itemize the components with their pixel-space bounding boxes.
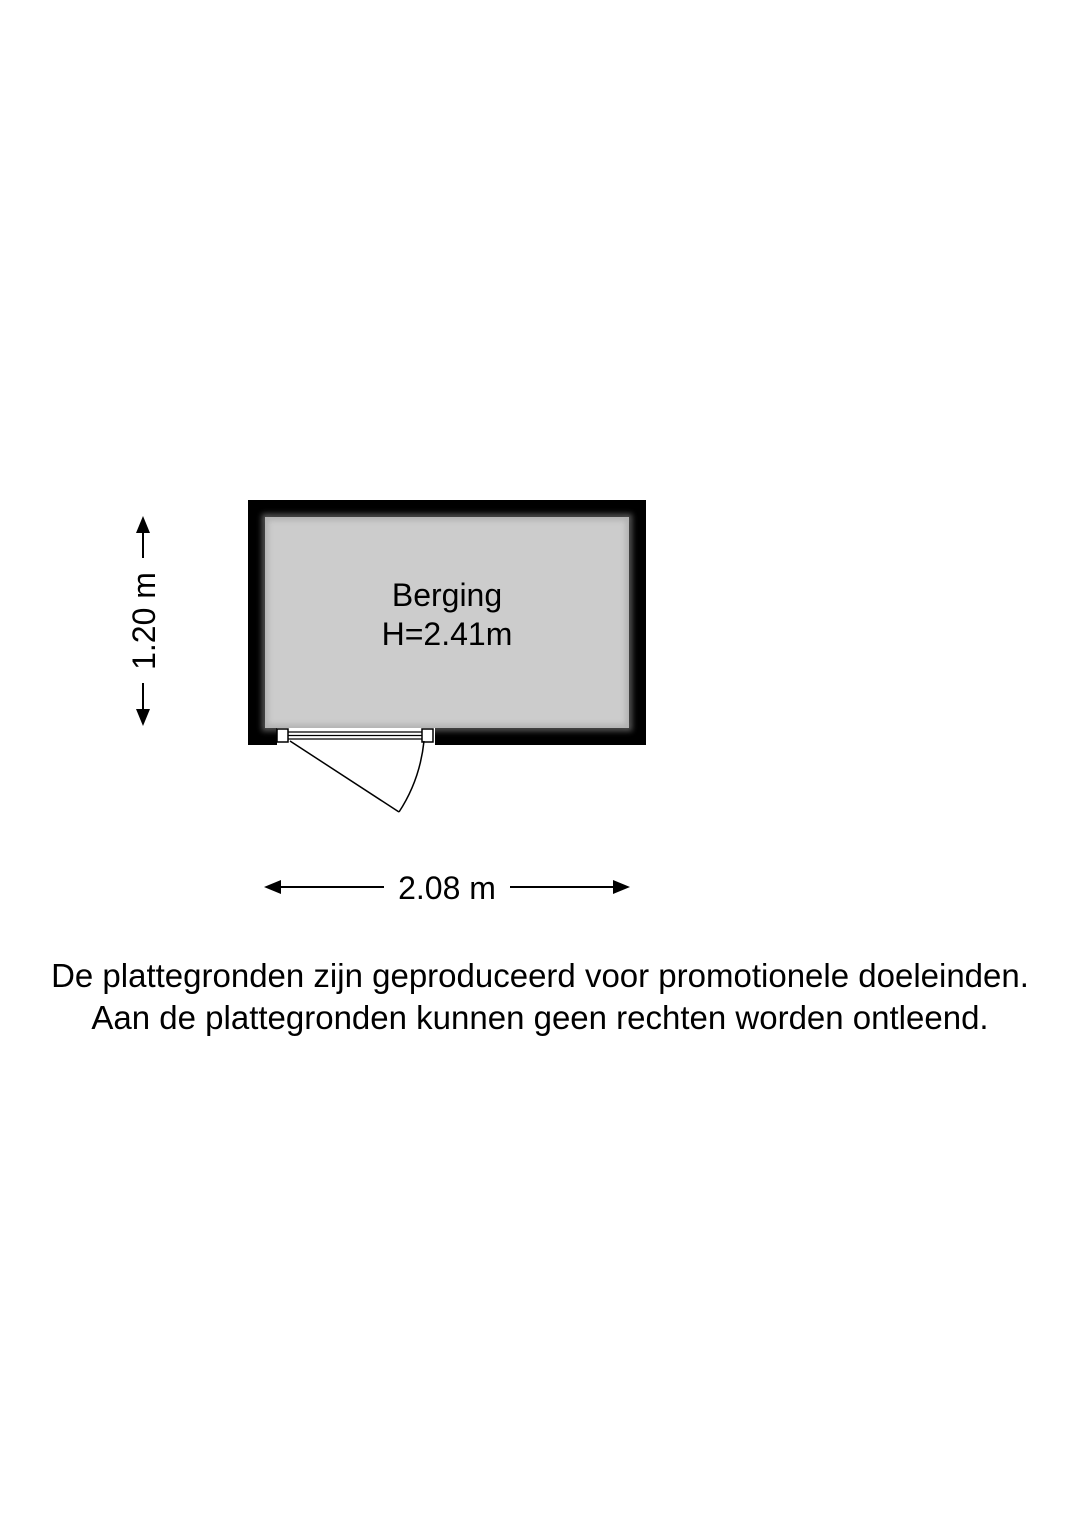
door-leaf — [290, 741, 399, 812]
room-height: H=2.41m — [381, 616, 513, 652]
arrow-left-icon — [264, 880, 281, 894]
width-dimension — [264, 870, 630, 906]
disclaimer-line-1: De plattegronden zijn geproduceerd voor promotionele doeleinden. — [51, 957, 1029, 994]
arrow-down-icon — [136, 709, 150, 726]
disclaimer-line-2: Aan de plattegronden kunnen geen rechten worden ontleend. — [91, 999, 989, 1036]
door-jamb-left — [277, 729, 288, 742]
room-name: Berging — [391, 577, 503, 613]
door-swing-arc — [399, 741, 424, 812]
depth-dimension-label: 1.20 m — [126, 572, 162, 670]
depth-dimension — [126, 516, 162, 726]
door-opening — [277, 728, 435, 745]
door — [277, 728, 435, 812]
arrow-right-icon — [613, 880, 630, 894]
door-jamb-right — [422, 729, 433, 742]
width-dimension-label: 2.08 m — [398, 870, 496, 906]
arrow-up-icon — [136, 516, 150, 533]
disclaimer — [0, 955, 1080, 1039]
